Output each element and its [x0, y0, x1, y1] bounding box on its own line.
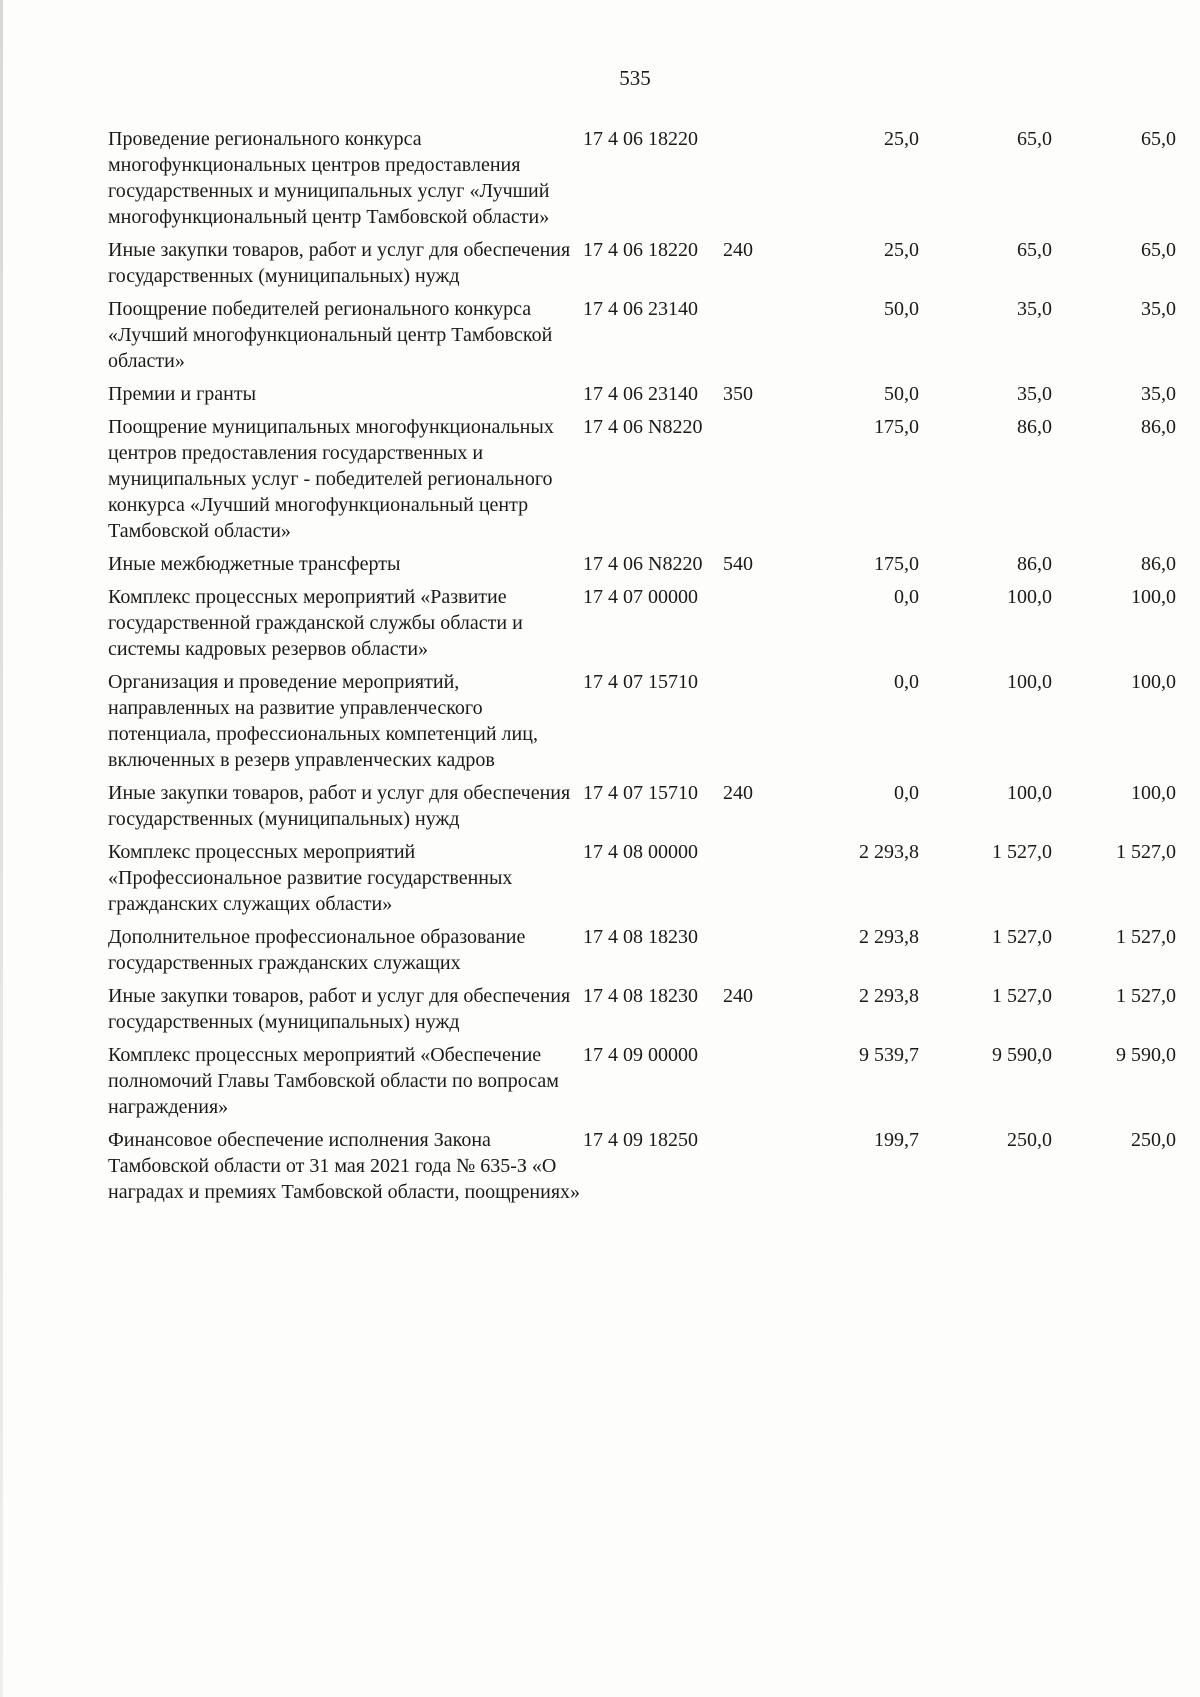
row-name: Премии и гранты: [108, 383, 257, 405]
row-code: 17 4 09 18250: [583, 1129, 698, 1151]
row-value-3: 1 527,0: [1116, 841, 1176, 863]
row-type: 350: [723, 383, 753, 405]
row-code: 17 4 08 18230: [583, 926, 698, 948]
row-code: 17 4 07 15710: [583, 782, 698, 804]
table-row: [108, 414, 1176, 551]
row-type: 240: [723, 985, 753, 1007]
row-value-2: 35,0: [1017, 383, 1052, 405]
row-code: 17 4 06 N8220: [583, 553, 703, 575]
row-value-3: 250,0: [1131, 1129, 1176, 1151]
row-value-1: 25,0: [884, 128, 919, 150]
row-code: 17 4 07 00000: [583, 586, 698, 608]
row-name: Иные закупки товаров, работ и услуг для обеспечения государственных (муниципальных) нужд: [108, 239, 571, 287]
row-type: [723, 126, 783, 237]
row-type: [723, 414, 783, 551]
table-row: [108, 780, 1176, 839]
table-row: [108, 924, 1176, 983]
row-value-3: 86,0: [1141, 416, 1176, 438]
table-row: [108, 839, 1176, 924]
row-value-1: 9 539,7: [859, 1044, 919, 1066]
row-type: 540: [723, 553, 753, 575]
row-name: Иные закупки товаров, работ и услуг для обеспечения государственных (муниципальных) нужд: [108, 985, 571, 1033]
row-value-2: 100,0: [1007, 782, 1052, 804]
row-value-3: 1 527,0: [1116, 985, 1176, 1007]
row-value-1: 199,7: [874, 1129, 919, 1151]
row-value-2: 100,0: [1007, 586, 1052, 608]
row-value-3: 35,0: [1141, 383, 1176, 405]
table-row: [108, 1042, 1176, 1127]
row-value-2: 100,0: [1007, 671, 1052, 693]
row-name: Комплекс процессных мероприятий «Развитие государственной гражданской службы области и системы кадровых резервов области»: [108, 586, 523, 660]
row-name: Комплекс процессных мероприятий «Обеспечение полномочий Главы Тамбовской области по вопросам награждения»: [108, 1044, 559, 1118]
table-row: [108, 551, 1176, 584]
row-value-3: 65,0: [1141, 128, 1176, 150]
row-name: Иные закупки товаров, работ и услуг для обеспечения государственных (муниципальных) нужд: [108, 782, 571, 830]
row-code: 17 4 06 N8220: [583, 416, 703, 438]
row-value-1: 50,0: [884, 383, 919, 405]
table-row: [108, 126, 1176, 237]
budget-table: [108, 126, 1176, 1212]
row-code: 17 4 08 00000: [583, 841, 698, 863]
row-type: [723, 296, 783, 381]
table-row: [108, 983, 1176, 1042]
row-code: 17 4 06 18220: [583, 239, 698, 261]
row-type: 240: [723, 239, 753, 261]
row-code: 17 4 06 23140: [583, 383, 698, 405]
table-row: [108, 237, 1176, 296]
row-code: 17 4 06 23140: [583, 298, 698, 320]
row-code: 17 4 09 00000: [583, 1044, 698, 1066]
row-value-2: 35,0: [1017, 298, 1052, 320]
row-type: [723, 839, 783, 924]
row-value-1: 0,0: [894, 586, 919, 608]
row-name: Поощрение победителей регионального конкурса «Лучший многофункциональный центр Тамбовской области»: [108, 298, 553, 372]
row-value-3: 100,0: [1131, 782, 1176, 804]
row-type: 240: [723, 782, 753, 804]
row-value-3: 100,0: [1131, 586, 1176, 608]
row-code: 17 4 08 18230: [583, 985, 698, 1007]
row-value-1: 2 293,8: [859, 985, 919, 1007]
table-row: [108, 381, 1176, 414]
row-type: [723, 1127, 783, 1212]
row-value-2: 86,0: [1017, 553, 1052, 575]
row-type: [723, 669, 783, 780]
row-value-2: 86,0: [1017, 416, 1052, 438]
table-row: [108, 1127, 1176, 1212]
row-name: Организация и проведение мероприятий, направленных на развитие управленческого потенциала, профессиональных компетенций лиц, включенных в резерв управленческих кадров: [108, 671, 538, 771]
page-number: 535: [619, 66, 651, 90]
row-value-2: 1 527,0: [992, 985, 1052, 1007]
row-value-2: 65,0: [1017, 128, 1052, 150]
scan-edge: [0, 0, 3, 1697]
row-value-1: 25,0: [884, 239, 919, 261]
row-name: Поощрение муниципальных многофункциональных центров предоставления государственных и муниципальных услуг - победителей регионального конкурса «Лучший многофункциональный центр Тамбовской области»: [108, 416, 554, 542]
row-value-3: 86,0: [1141, 553, 1176, 575]
table-row: [108, 584, 1176, 669]
row-value-1: 0,0: [894, 782, 919, 804]
row-value-1: 2 293,8: [859, 841, 919, 863]
row-value-3: 35,0: [1141, 298, 1176, 320]
row-name: Комплекс процессных мероприятий «Профессиональное развитие государственных гражданских служащих области»: [108, 841, 513, 915]
row-value-1: 175,0: [874, 553, 919, 575]
row-value-1: 175,0: [874, 416, 919, 438]
row-type: [723, 924, 783, 983]
row-name: Проведение регионального конкурса многофункциональных центров предоставления государственных и муниципальных услуг «Лучший многофункциональный центр Тамбовской области»: [108, 128, 550, 228]
table-row: [108, 669, 1176, 780]
row-value-2: 9 590,0: [992, 1044, 1052, 1066]
row-value-3: 9 590,0: [1116, 1044, 1176, 1066]
row-value-1: 50,0: [884, 298, 919, 320]
row-value-3: 100,0: [1131, 671, 1176, 693]
row-value-2: 250,0: [1007, 1129, 1052, 1151]
row-value-2: 65,0: [1017, 239, 1052, 261]
row-name: Дополнительное профессиональное образование государственных гражданских служащих: [108, 926, 526, 974]
table-row: [108, 296, 1176, 381]
row-type: [723, 1042, 783, 1127]
row-code: 17 4 07 15710: [583, 671, 698, 693]
row-value-2: 1 527,0: [992, 926, 1052, 948]
row-name: Финансовое обеспечение исполнения Закона Тамбовской области от 31 мая 2021 года № 635-З «О наградах и премиях Тамбовской области, поощрениях»: [108, 1129, 581, 1203]
row-value-3: 65,0: [1141, 239, 1176, 261]
row-name: Иные межбюджетные трансферты: [108, 553, 401, 575]
row-type: [723, 584, 783, 669]
row-value-1: 2 293,8: [859, 926, 919, 948]
row-value-2: 1 527,0: [992, 841, 1052, 863]
row-value-1: 0,0: [894, 671, 919, 693]
row-code: 17 4 06 18220: [583, 128, 698, 150]
row-value-3: 1 527,0: [1116, 926, 1176, 948]
